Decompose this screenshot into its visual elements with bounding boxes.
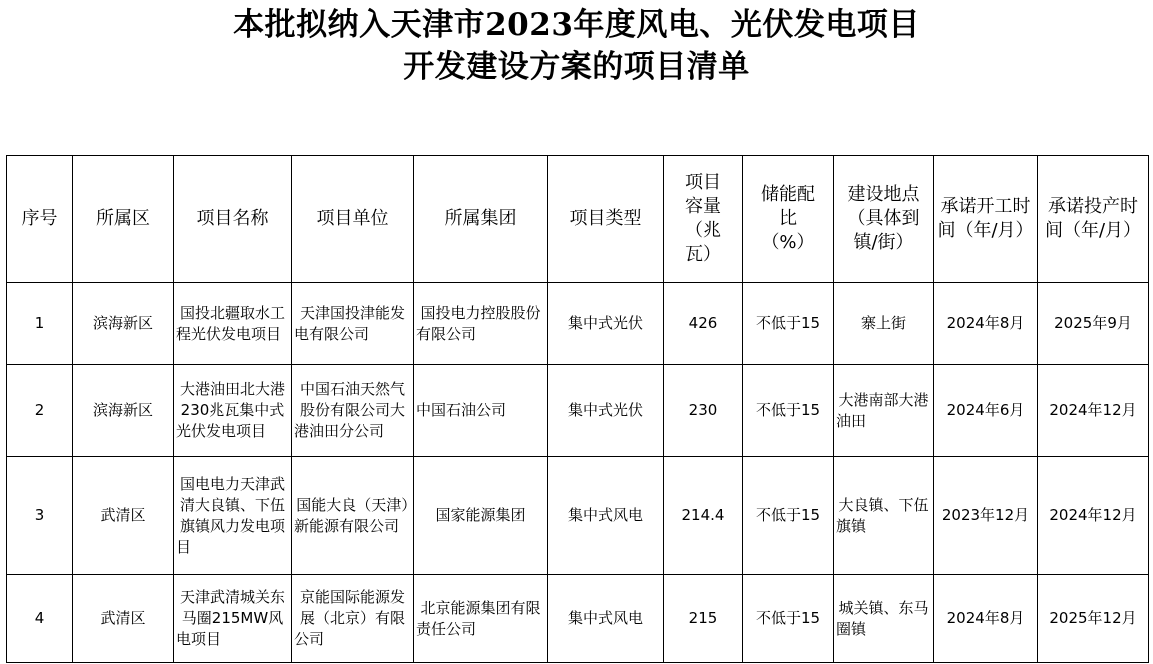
cell-district: 武清区	[73, 575, 174, 663]
document-title	[0, 4, 1153, 88]
cell-group: 中国石油公司	[414, 365, 548, 457]
cell-storage: 不低于15	[743, 575, 834, 663]
cell-production: 2025年12月	[1038, 575, 1149, 663]
table-row	[7, 283, 1149, 365]
cell-group: 国投电力控股股份有限公司	[414, 283, 548, 365]
cell-type: 集中式风电	[548, 575, 664, 663]
cell-capacity: 426	[664, 283, 743, 365]
table-row	[7, 457, 1149, 575]
header-district: 所属区	[73, 156, 174, 283]
header-storage: 储能配比（%）	[761, 184, 815, 253]
cell-district: 武清区	[73, 457, 174, 575]
cell-unit: 京能国际能源发展（北京）有限公司	[292, 575, 414, 663]
cell-unit: 天津国投津能发电有限公司	[292, 283, 414, 365]
cell-production: 2025年9月	[1038, 283, 1149, 365]
cell-type: 集中式光伏	[548, 283, 664, 365]
header-seq: 序号	[7, 156, 73, 283]
header-production: 承诺投产时间（年/月）	[1038, 156, 1149, 283]
cell-storage: 不低于15	[743, 283, 834, 365]
cell-capacity: 230	[664, 365, 743, 457]
cell-district: 滨海新区	[73, 365, 174, 457]
cell-start: 2023年12月	[934, 457, 1038, 575]
cell-production: 2024年12月	[1038, 365, 1149, 457]
header-location: 建设地点（具体到镇/街）	[834, 156, 934, 283]
table-row	[7, 575, 1149, 663]
cell-unit: 中国石油天然气股份有限公司大港油田分公司	[292, 365, 414, 457]
table-row	[7, 365, 1149, 457]
header-start: 承诺开工时间（年/月）	[934, 156, 1038, 283]
cell-name: 天津武清城关东马圈215MW风电项目	[174, 575, 292, 663]
title-line-2: 开发建设方案的项目清单	[403, 49, 750, 85]
cell-group: 北京能源集团有限责任公司	[414, 575, 548, 663]
cell-seq: 4	[7, 575, 73, 663]
cell-type: 集中式光伏	[548, 365, 664, 457]
cell-production: 2024年12月	[1038, 457, 1149, 575]
cell-start: 2024年8月	[934, 283, 1038, 365]
header-name: 项目名称	[174, 156, 292, 283]
cell-start: 2024年8月	[934, 575, 1038, 663]
cell-group: 国家能源集团	[414, 457, 548, 575]
cell-storage: 不低于15	[743, 365, 834, 457]
cell-district: 滨海新区	[73, 283, 174, 365]
project-list-table	[6, 155, 1149, 663]
cell-name: 国电电力天津武清大良镇、下伍旗镇风力发电项目	[174, 457, 292, 575]
header-capacity: 项目容量（兆瓦）	[685, 172, 721, 265]
title-line-1: 本批拟纳入天津市2023年度风电、光伏发电项目	[233, 7, 920, 43]
cell-location: 寨上街	[834, 283, 934, 365]
cell-seq: 3	[7, 457, 73, 575]
cell-start: 2024年6月	[934, 365, 1038, 457]
cell-name: 大港油田北大港230兆瓦集中式光伏发电项目	[174, 365, 292, 457]
cell-type: 集中式风电	[548, 457, 664, 575]
cell-storage: 不低于15	[743, 457, 834, 575]
cell-capacity: 215	[664, 575, 743, 663]
cell-location: 大港南部大港油田	[834, 365, 934, 457]
header-unit: 项目单位	[292, 156, 414, 283]
cell-capacity: 214.4	[664, 457, 743, 575]
cell-location: 城关镇、东马圈镇	[834, 575, 934, 663]
table-header-row	[7, 156, 1149, 283]
cell-seq: 1	[7, 283, 73, 365]
header-group: 所属集团	[414, 156, 548, 283]
header-type: 项目类型	[548, 156, 664, 283]
cell-unit: 国能大良（天津）新能源有限公司	[292, 457, 414, 575]
cell-seq: 2	[7, 365, 73, 457]
cell-location: 大良镇、下伍旗镇	[834, 457, 934, 575]
cell-name: 国投北疆取水工程光伏发电项目	[174, 283, 292, 365]
